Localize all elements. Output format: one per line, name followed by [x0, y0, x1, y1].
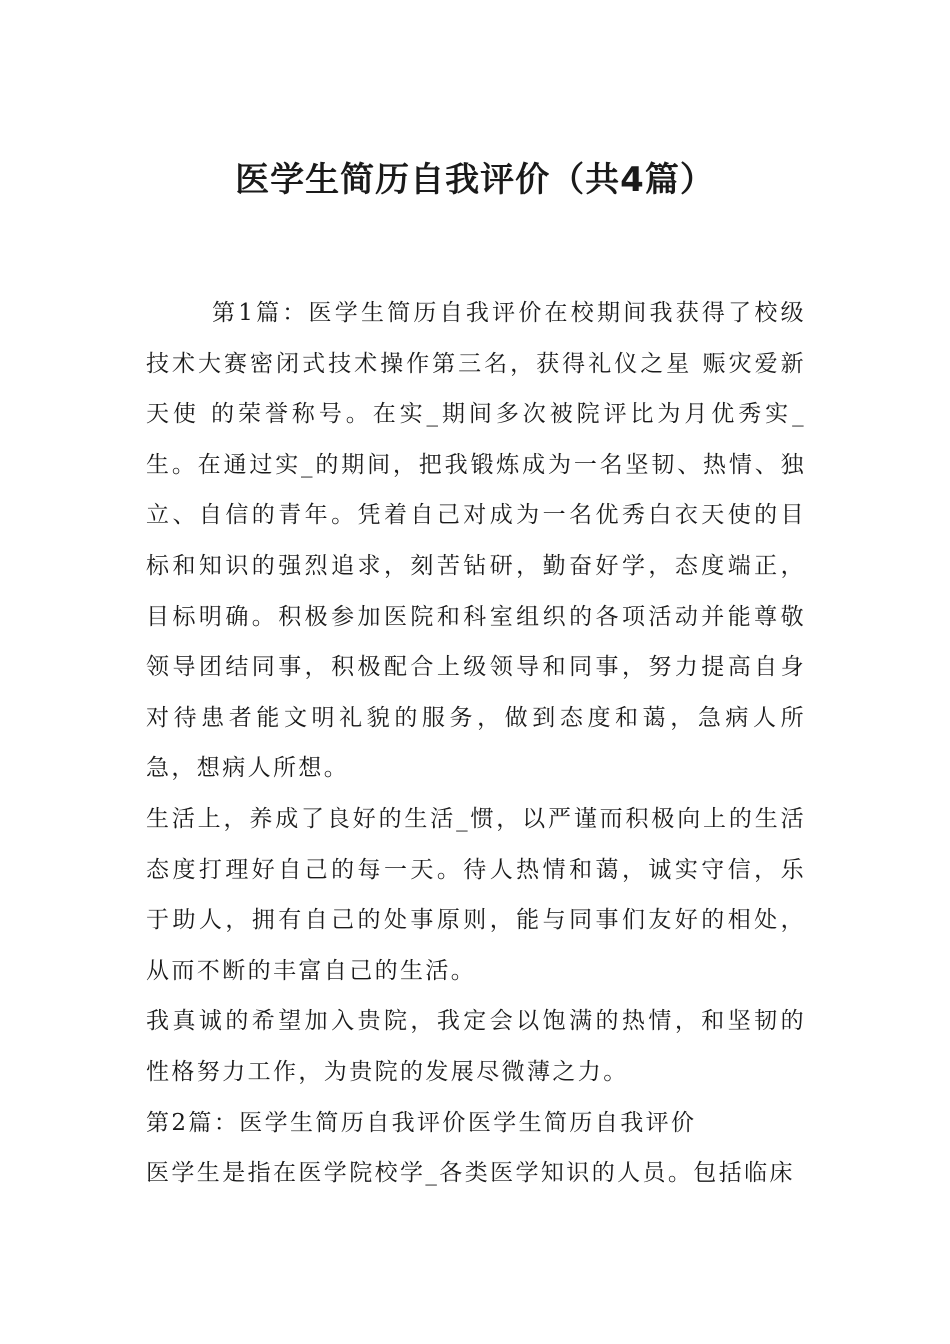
paragraph-hope: 我真诚的希望加入贵院，我定会以饱满的热情，和坚韧的性格努力工作，为贵院的发展尽微薄之力。 — [146, 1008, 806, 1085]
paragraph-article-2-heading: 第2篇：医学生简历自我评价医学生简历自我评价 — [146, 1109, 697, 1136]
paragraph-article-2-body: 医学生是指在医学院校学_各类医学知识的人员。包括临床 — [146, 1160, 795, 1187]
document-body — [146, 288, 806, 1199]
paragraph-article-1: 第1篇：医学生简历自我评价在校期间我获得了校级技术大赛密闭式技术操作第三名，获得礼仪之星 赈灾爱新天使 的荣誉称号。在实_期间多次被院评比为月优秀实_生。在通过实_的期间，把我锻炼成为一名坚韧、热情、独立、自信的青年。凭着自己对成为一名优秀白衣天使的目标和知识的强烈追求，刻苦钻研，勤奋好学，态度端正，目标明确。积极参加医院和科室组织的各项活动并能尊敬领导团结同事，积极配合上级领导和同事，努力提高自身对待患者能文明礼貌的服务，做到态度和蔼，急病人所急，想病人所想。 — [146, 300, 806, 782]
paragraph-life: 生活上，养成了良好的生活_惯，以严谨而积极向上的生活态度打理好自己的每一天。待人热情和蔼，诚实守信，乐于助人，拥有自己的处事原则，能与同事们友好的相处，从而不断的丰富自己的生活。 — [146, 805, 806, 984]
document-title: 医学生简历自我评价（共4篇） — [235, 160, 715, 200]
